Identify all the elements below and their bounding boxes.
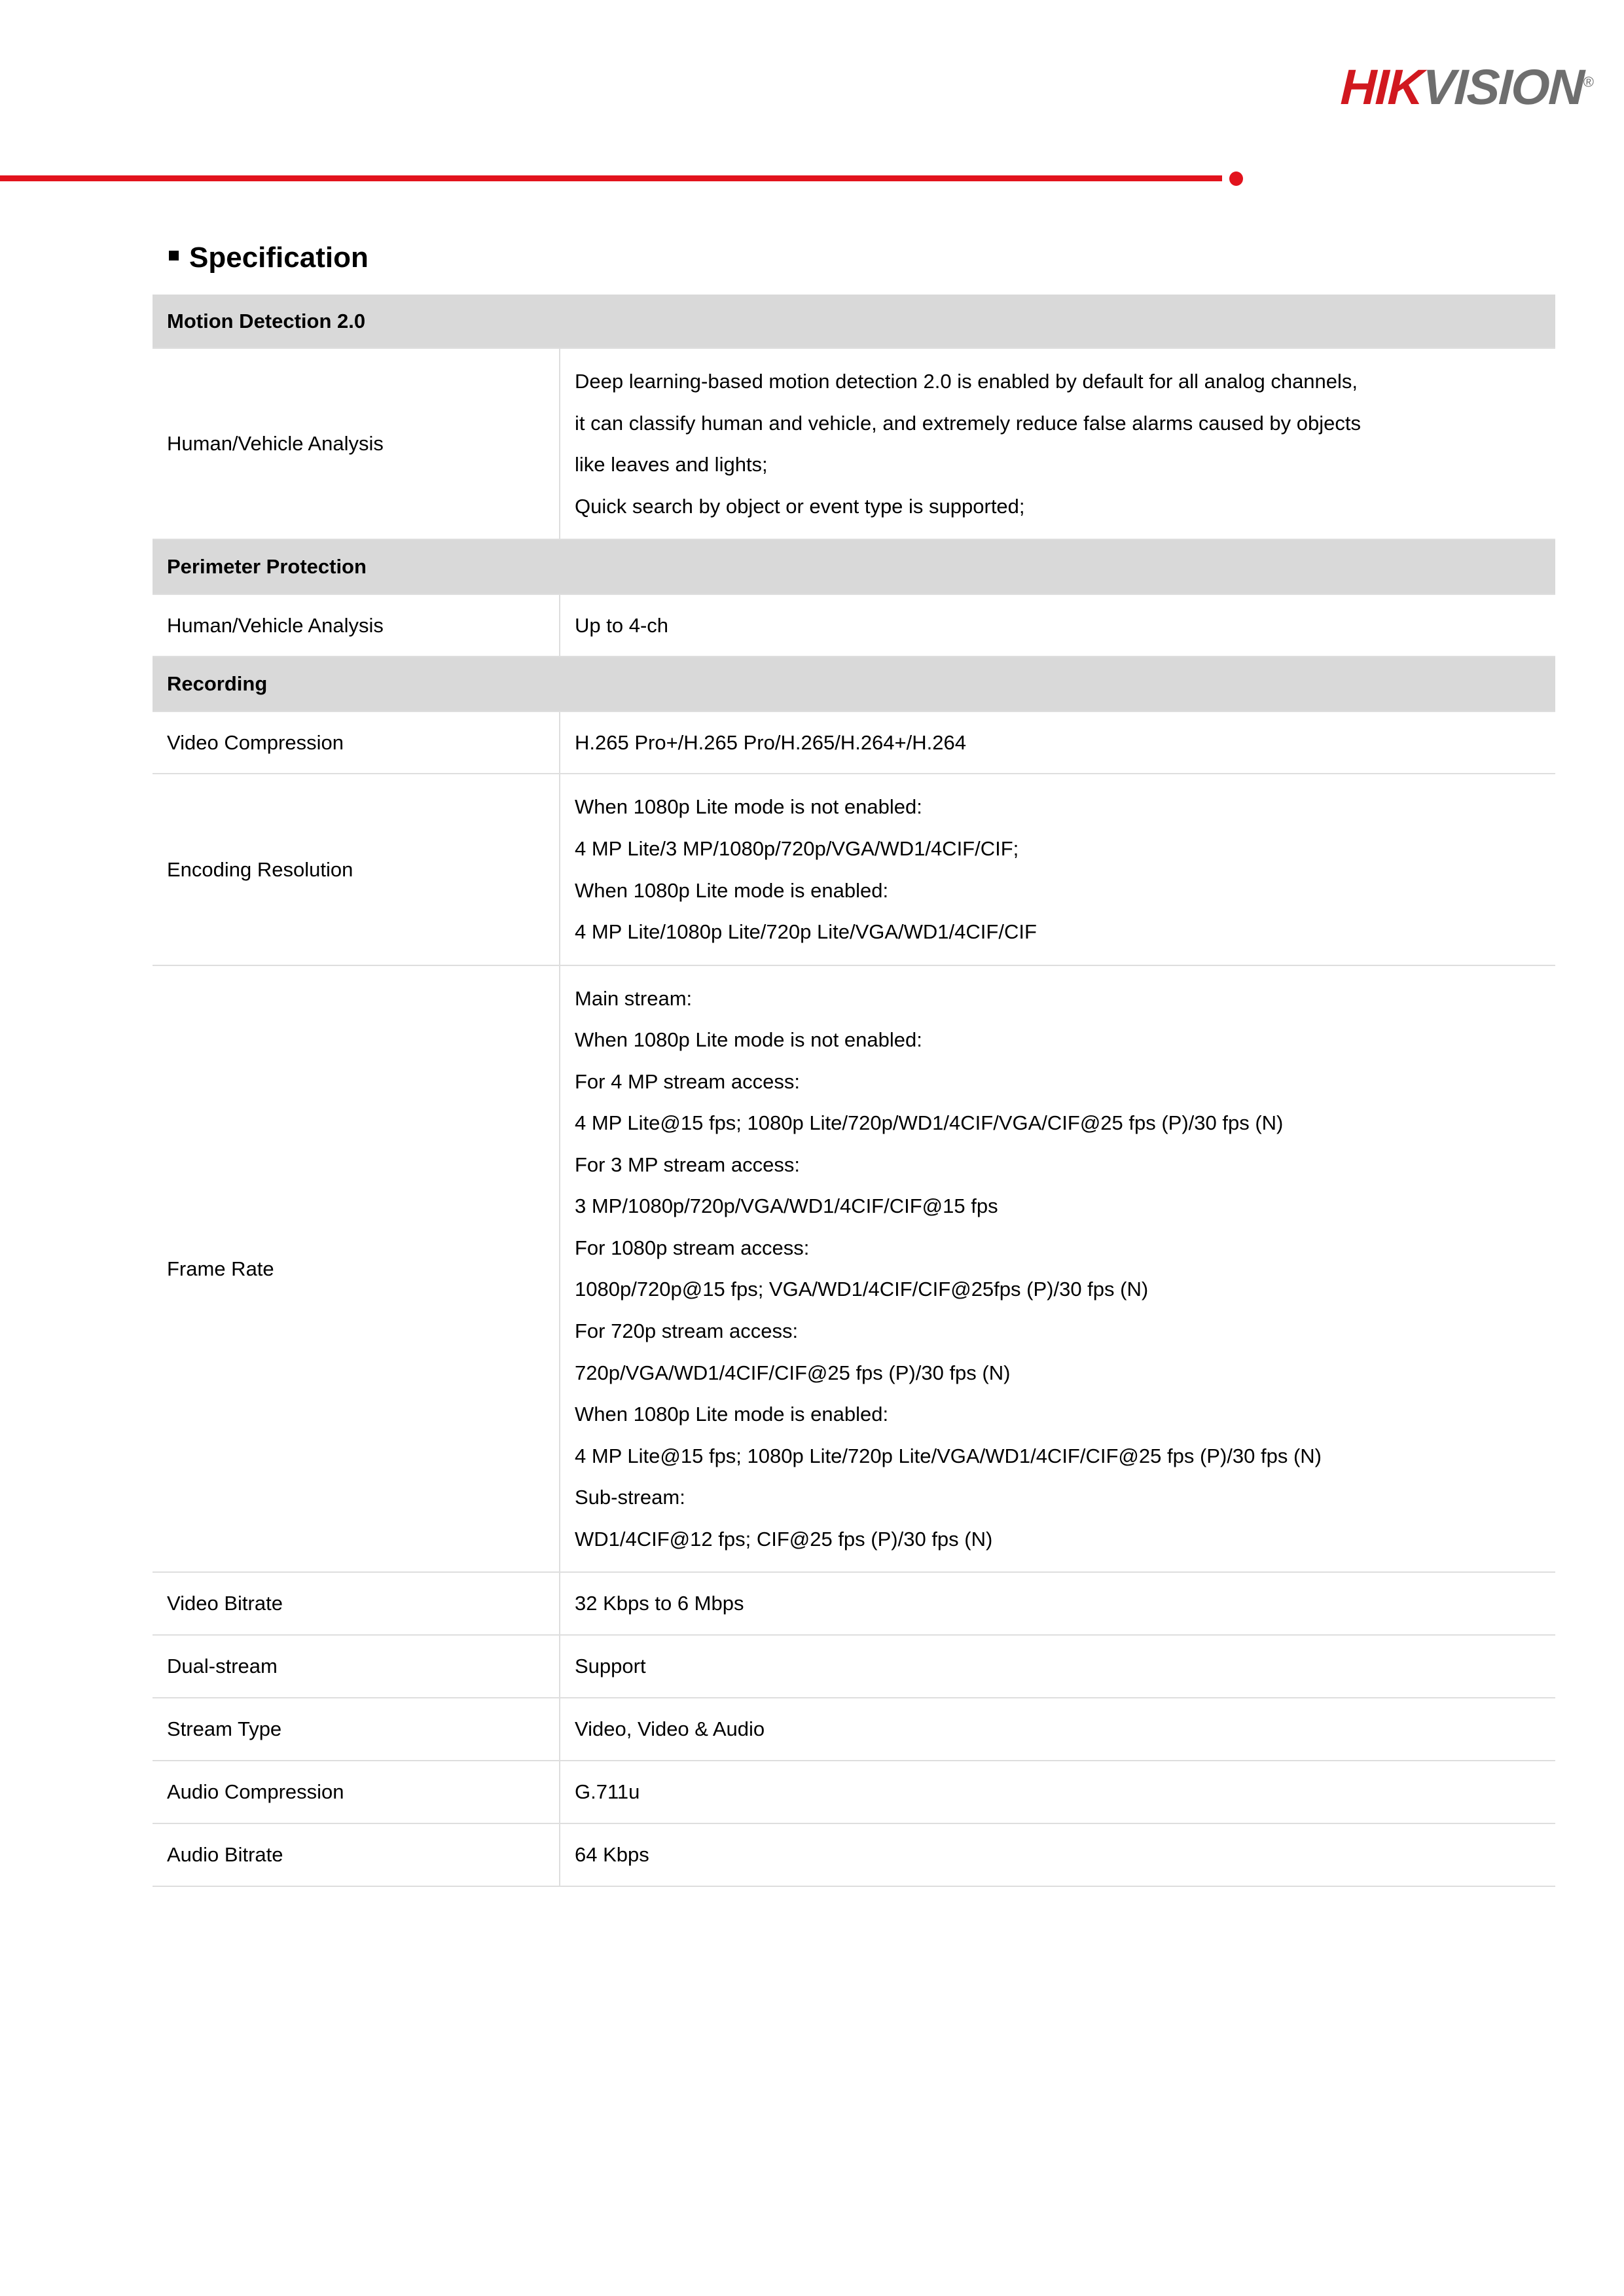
table-cell-value <box>560 1761 1555 1823</box>
spec-value-line: When 1080p Lite mode is not enabled: <box>575 795 922 819</box>
spec-label: Human/Vehicle Analysis <box>167 613 384 637</box>
specification-table-body <box>153 295 1555 1886</box>
header-divider-dot <box>1229 171 1243 186</box>
logo-text-vision: VISION <box>1421 60 1585 115</box>
spec-value-line: 3 MP/1080p/720p/VGA/WD1/4CIF/CIF@15 fps <box>575 1194 998 1218</box>
registered-trademark-icon: ® <box>1583 73 1593 90</box>
spec-value-line: WD1/4CIF@12 fps; CIF@25 fps (P)/30 fps (N) <box>575 1527 993 1551</box>
spec-label: Video Compression <box>167 730 344 754</box>
table-cell-label <box>153 1761 560 1823</box>
spec-label: Dual-stream <box>167 1655 278 1678</box>
spec-label: Audio Compression <box>167 1780 344 1803</box>
table-cell-value <box>560 594 1555 657</box>
table-cell-value <box>560 1572 1555 1635</box>
table-row <box>153 1635 1555 1698</box>
table-cell-value <box>560 1635 1555 1698</box>
table-row <box>153 711 1555 774</box>
table-cell-label <box>153 965 560 1573</box>
spec-value-line: When 1080p Lite mode is enabled: <box>575 878 889 902</box>
page-title <box>169 243 369 272</box>
table-row <box>153 1698 1555 1761</box>
spec-value-line: Up to 4-ch <box>575 613 669 637</box>
spec-value-line: 1080p/720p@15 fps; VGA/WD1/4CIF/CIF@25fps (P)/30 fps (N) <box>575 1278 1149 1301</box>
spec-value-line: For 1080p stream access: <box>575 1236 810 1259</box>
table-row <box>153 348 1555 539</box>
spec-value-line: When 1080p Lite mode is not enabled: <box>575 1028 922 1052</box>
table-cell-label <box>153 1698 560 1761</box>
spec-value-line: Video, Video & Audio <box>575 1717 765 1740</box>
spec-value-line: For 4 MP stream access: <box>575 1069 800 1093</box>
table-cell-value <box>560 1823 1555 1886</box>
table-row <box>153 1761 1555 1823</box>
table-cell-value <box>560 1698 1555 1761</box>
table-cell-value <box>560 965 1555 1573</box>
table-cell-label <box>153 594 560 657</box>
page-header <box>0 0 1624 182</box>
table-cell-label <box>153 1635 560 1698</box>
table-cell-label <box>153 348 560 539</box>
logo-text-hik: HIK <box>1339 60 1424 115</box>
spec-value-line: 64 Kbps <box>575 1842 649 1866</box>
header-divider-line <box>0 175 1222 181</box>
page-title-label: Specification <box>189 242 369 274</box>
table-group-header-label: Perimeter Protection <box>153 539 1555 594</box>
spec-value-line: For 3 MP stream access: <box>575 1153 800 1176</box>
table-cell-label <box>153 774 560 965</box>
spec-value-line: 32 Kbps to 6 Mbps <box>575 1592 744 1615</box>
spec-value-line: For 720p stream access: <box>575 1319 799 1342</box>
spec-label: Stream Type <box>167 1717 282 1740</box>
table-group-header-row <box>153 295 1555 348</box>
spec-value-line: Deep learning-based motion detection 2.0 is enabled by default for all analog channels, <box>575 370 1358 393</box>
table-row <box>153 594 1555 657</box>
spec-label: Human/Vehicle Analysis <box>167 432 384 456</box>
table-row <box>153 1572 1555 1635</box>
table-cell-label <box>153 711 560 774</box>
spec-label: Encoding Resolution <box>167 857 353 881</box>
table-cell-label <box>153 1823 560 1886</box>
spec-value-line: 4 MP Lite/3 MP/1080p/720p/VGA/WD1/4CIF/CIF; <box>575 836 1019 860</box>
spec-value-line: 4 MP Lite/1080p Lite/720p Lite/VGA/WD1/4CIF/CIF <box>575 920 1037 944</box>
table-group-header-row <box>153 539 1555 594</box>
table-group-header-label: Motion Detection 2.0 <box>153 295 1555 348</box>
table-cell-value <box>560 774 1555 965</box>
table-group-header-row <box>153 656 1555 711</box>
specification-table <box>153 295 1555 1887</box>
spec-label: Audio Bitrate <box>167 1842 283 1866</box>
spec-label: Video Bitrate <box>167 1592 283 1615</box>
spec-value-line: 720p/VGA/WD1/4CIF/CIF@25 fps (P)/30 fps (N) <box>575 1361 1011 1384</box>
spec-value-line: Support <box>575 1655 646 1678</box>
spec-value-line: H.265 Pro+/H.265 Pro/H.265/H.264+/H.264 <box>575 730 966 754</box>
spec-value-line: like leaves and lights; <box>575 453 768 476</box>
spec-value-line: Main stream: <box>575 986 693 1010</box>
table-row <box>153 965 1555 1573</box>
table-cell-value <box>560 711 1555 774</box>
spec-value-line: 4 MP Lite@15 fps; 1080p Lite/720p Lite/VGA/WD1/4CIF/CIF@25 fps (P)/30 fps (N) <box>575 1444 1322 1467</box>
table-group-header-label: Recording <box>153 656 1555 711</box>
table-cell-label <box>153 1572 560 1635</box>
table-row <box>153 774 1555 965</box>
table-row <box>153 1823 1555 1886</box>
table-cell-value <box>560 348 1555 539</box>
hikvision-logo <box>1339 60 1593 115</box>
spec-value-line: G.711u <box>575 1780 640 1803</box>
square-bullet-icon <box>169 251 179 260</box>
spec-value-line: 4 MP Lite@15 fps; 1080p Lite/720p/WD1/4CIF/VGA/CIF@25 fps (P)/30 fps (N) <box>575 1111 1284 1135</box>
spec-value-line: When 1080p Lite mode is enabled: <box>575 1403 889 1426</box>
spec-label: Frame Rate <box>167 1257 274 1280</box>
spec-value-line: it can classify human and vehicle, and extremely reduce false alarms caused by objects <box>575 411 1361 435</box>
spec-value-line: Sub-stream: <box>575 1486 685 1509</box>
spec-value-line: Quick search by object or event type is supported; <box>575 494 1025 518</box>
